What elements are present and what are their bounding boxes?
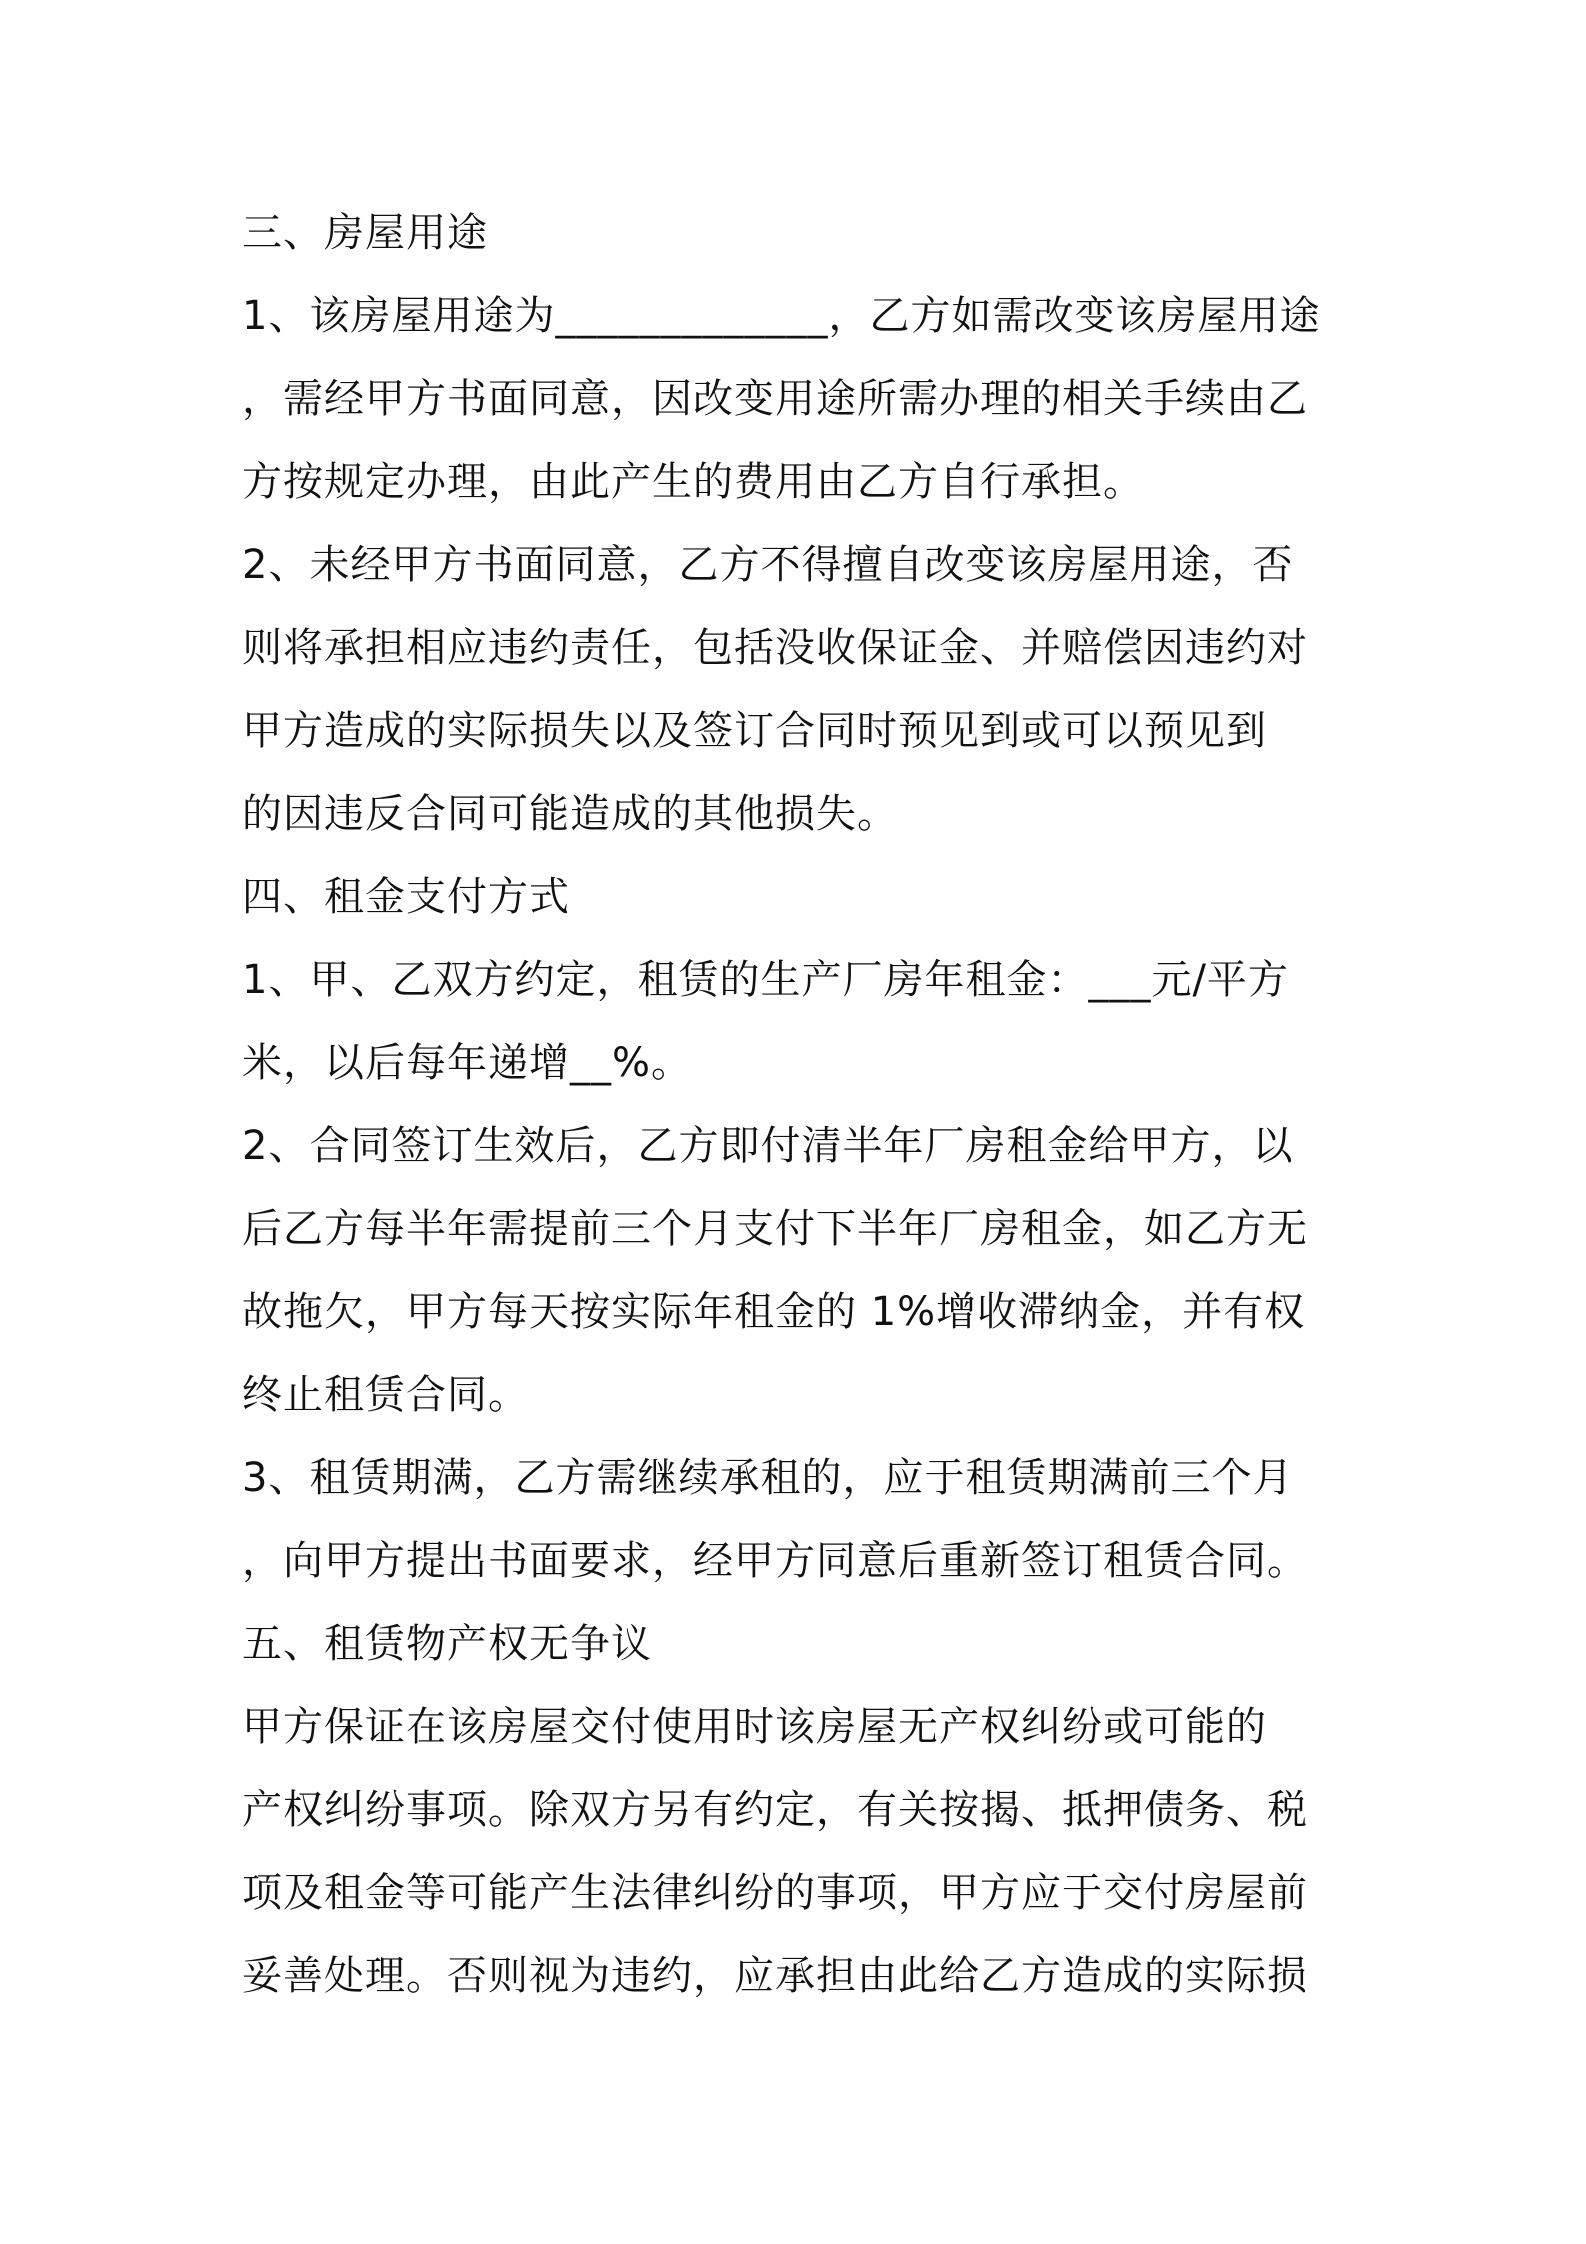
paragraph-line: ，向甲方提出书面要求，经甲方同意后重新签订租赁合同。 xyxy=(242,1538,1308,1584)
paragraph-line: 妥善处理。否则视为违约，应承担由此给乙方造成的实际损 xyxy=(242,1953,1308,1999)
paragraph-line: 米，以后每年递增__%。 xyxy=(242,1040,693,1086)
section-heading-3: 三、房屋用途 xyxy=(242,210,488,256)
paragraph-line: 故拖欠，甲方每天按实际年租金的 1%增收滞纳金，并有权 xyxy=(242,1289,1306,1335)
paragraph-line: ，需经甲方书面同意，因改变用途所需办理的相关手续由乙 xyxy=(242,376,1308,422)
paragraph-line: 产权纠纷事项。除双方另有约定，有关按揭、抵押债务、税 xyxy=(242,1787,1308,1833)
document-page xyxy=(242,192,1352,2018)
paragraph-line: 则将承担相应违约责任，包括没收保证金、并赔偿因违约对 xyxy=(242,625,1308,671)
paragraph-line: 方按规定办理，由此产生的费用由乙方自行承担。 xyxy=(242,459,1144,505)
paragraph-line: 1、甲、乙双方约定，租赁的生产厂房年租金：___元/平方 xyxy=(242,957,1289,1003)
paragraph-line: 2、未经甲方书面同意，乙方不得擅自改变该房屋用途，否 xyxy=(242,542,1294,588)
paragraph-line: 1、该房屋用途为_____________，乙方如需改变该房屋用途 xyxy=(242,293,1321,339)
paragraph-line: 的因违反合同可能造成的其他损失。 xyxy=(242,791,898,837)
paragraph-line: 项及租金等可能产生法律纠纷的事项，甲方应于交付房屋前 xyxy=(242,1870,1308,1916)
paragraph-line: 甲方保证在该房屋交付使用时该房屋无产权纠纷或可能的 xyxy=(242,1704,1267,1750)
paragraph-line: 甲方造成的实际损失以及签订合同时预见到或可以预见到 xyxy=(242,708,1267,754)
paragraph-line: 2、合同签订生效后，乙方即付清半年厂房租金给甲方，以 xyxy=(242,1123,1294,1169)
section-heading-5: 五、租赁物产权无争议 xyxy=(242,1621,652,1667)
paragraph-line: 终止租赁合同。 xyxy=(242,1372,529,1418)
paragraph-line: 后乙方每半年需提前三个月支付下半年厂房租金，如乙方无 xyxy=(242,1206,1308,1252)
paragraph-line: 3、租赁期满，乙方需继续承租的，应于租赁期满前三个月 xyxy=(242,1455,1294,1501)
section-heading-4: 四、租金支付方式 xyxy=(242,874,570,920)
